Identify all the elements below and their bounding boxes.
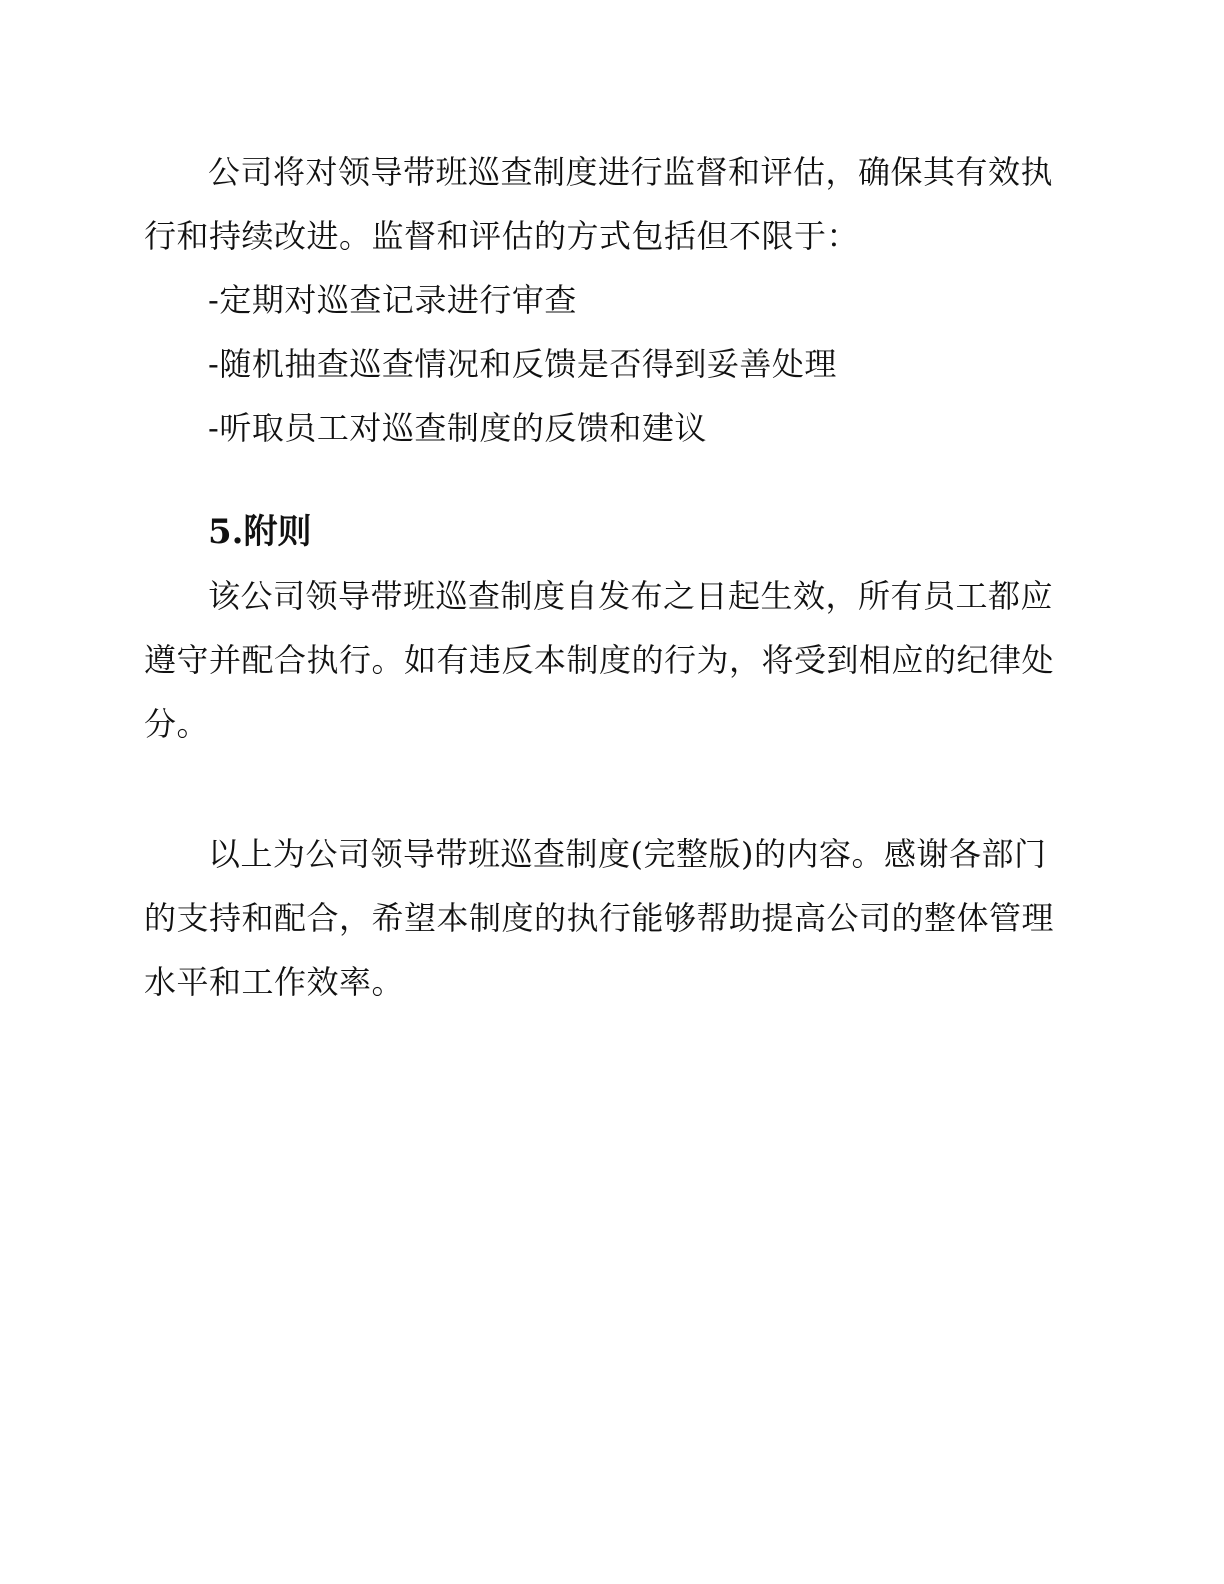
section-heading: 5.附则 [208, 512, 312, 552]
document-page [144, 140, 1064, 1014]
list-item: -听取员工对巡查制度的反馈和建议 [208, 409, 707, 447]
closing-paragraph: 以上为公司领导带班巡查制度(完整版)的内容。感谢各部门的支持和配合，希望本制度的执行能够帮助提高公司的整体管理水平和工作效率。 [144, 835, 1055, 1001]
list-item: -随机抽查巡查情况和反馈是否得到妥善处理 [208, 345, 837, 383]
appendix-paragraph: 该公司领导带班巡查制度自发布之日起生效，所有员工都应遵守并配合执行。如有违反本制度的行为，将受到相应的纪律处分。 [144, 577, 1055, 743]
spacer [144, 460, 1064, 500]
spacer [144, 756, 1064, 822]
intro-paragraph: 公司将对领导带班巡查制度进行监督和评估，确保其有效执行和持续改进。监督和评估的方式包括但不限于： [144, 153, 1054, 255]
list-item: -定期对巡查记录进行审查 [208, 281, 577, 319]
